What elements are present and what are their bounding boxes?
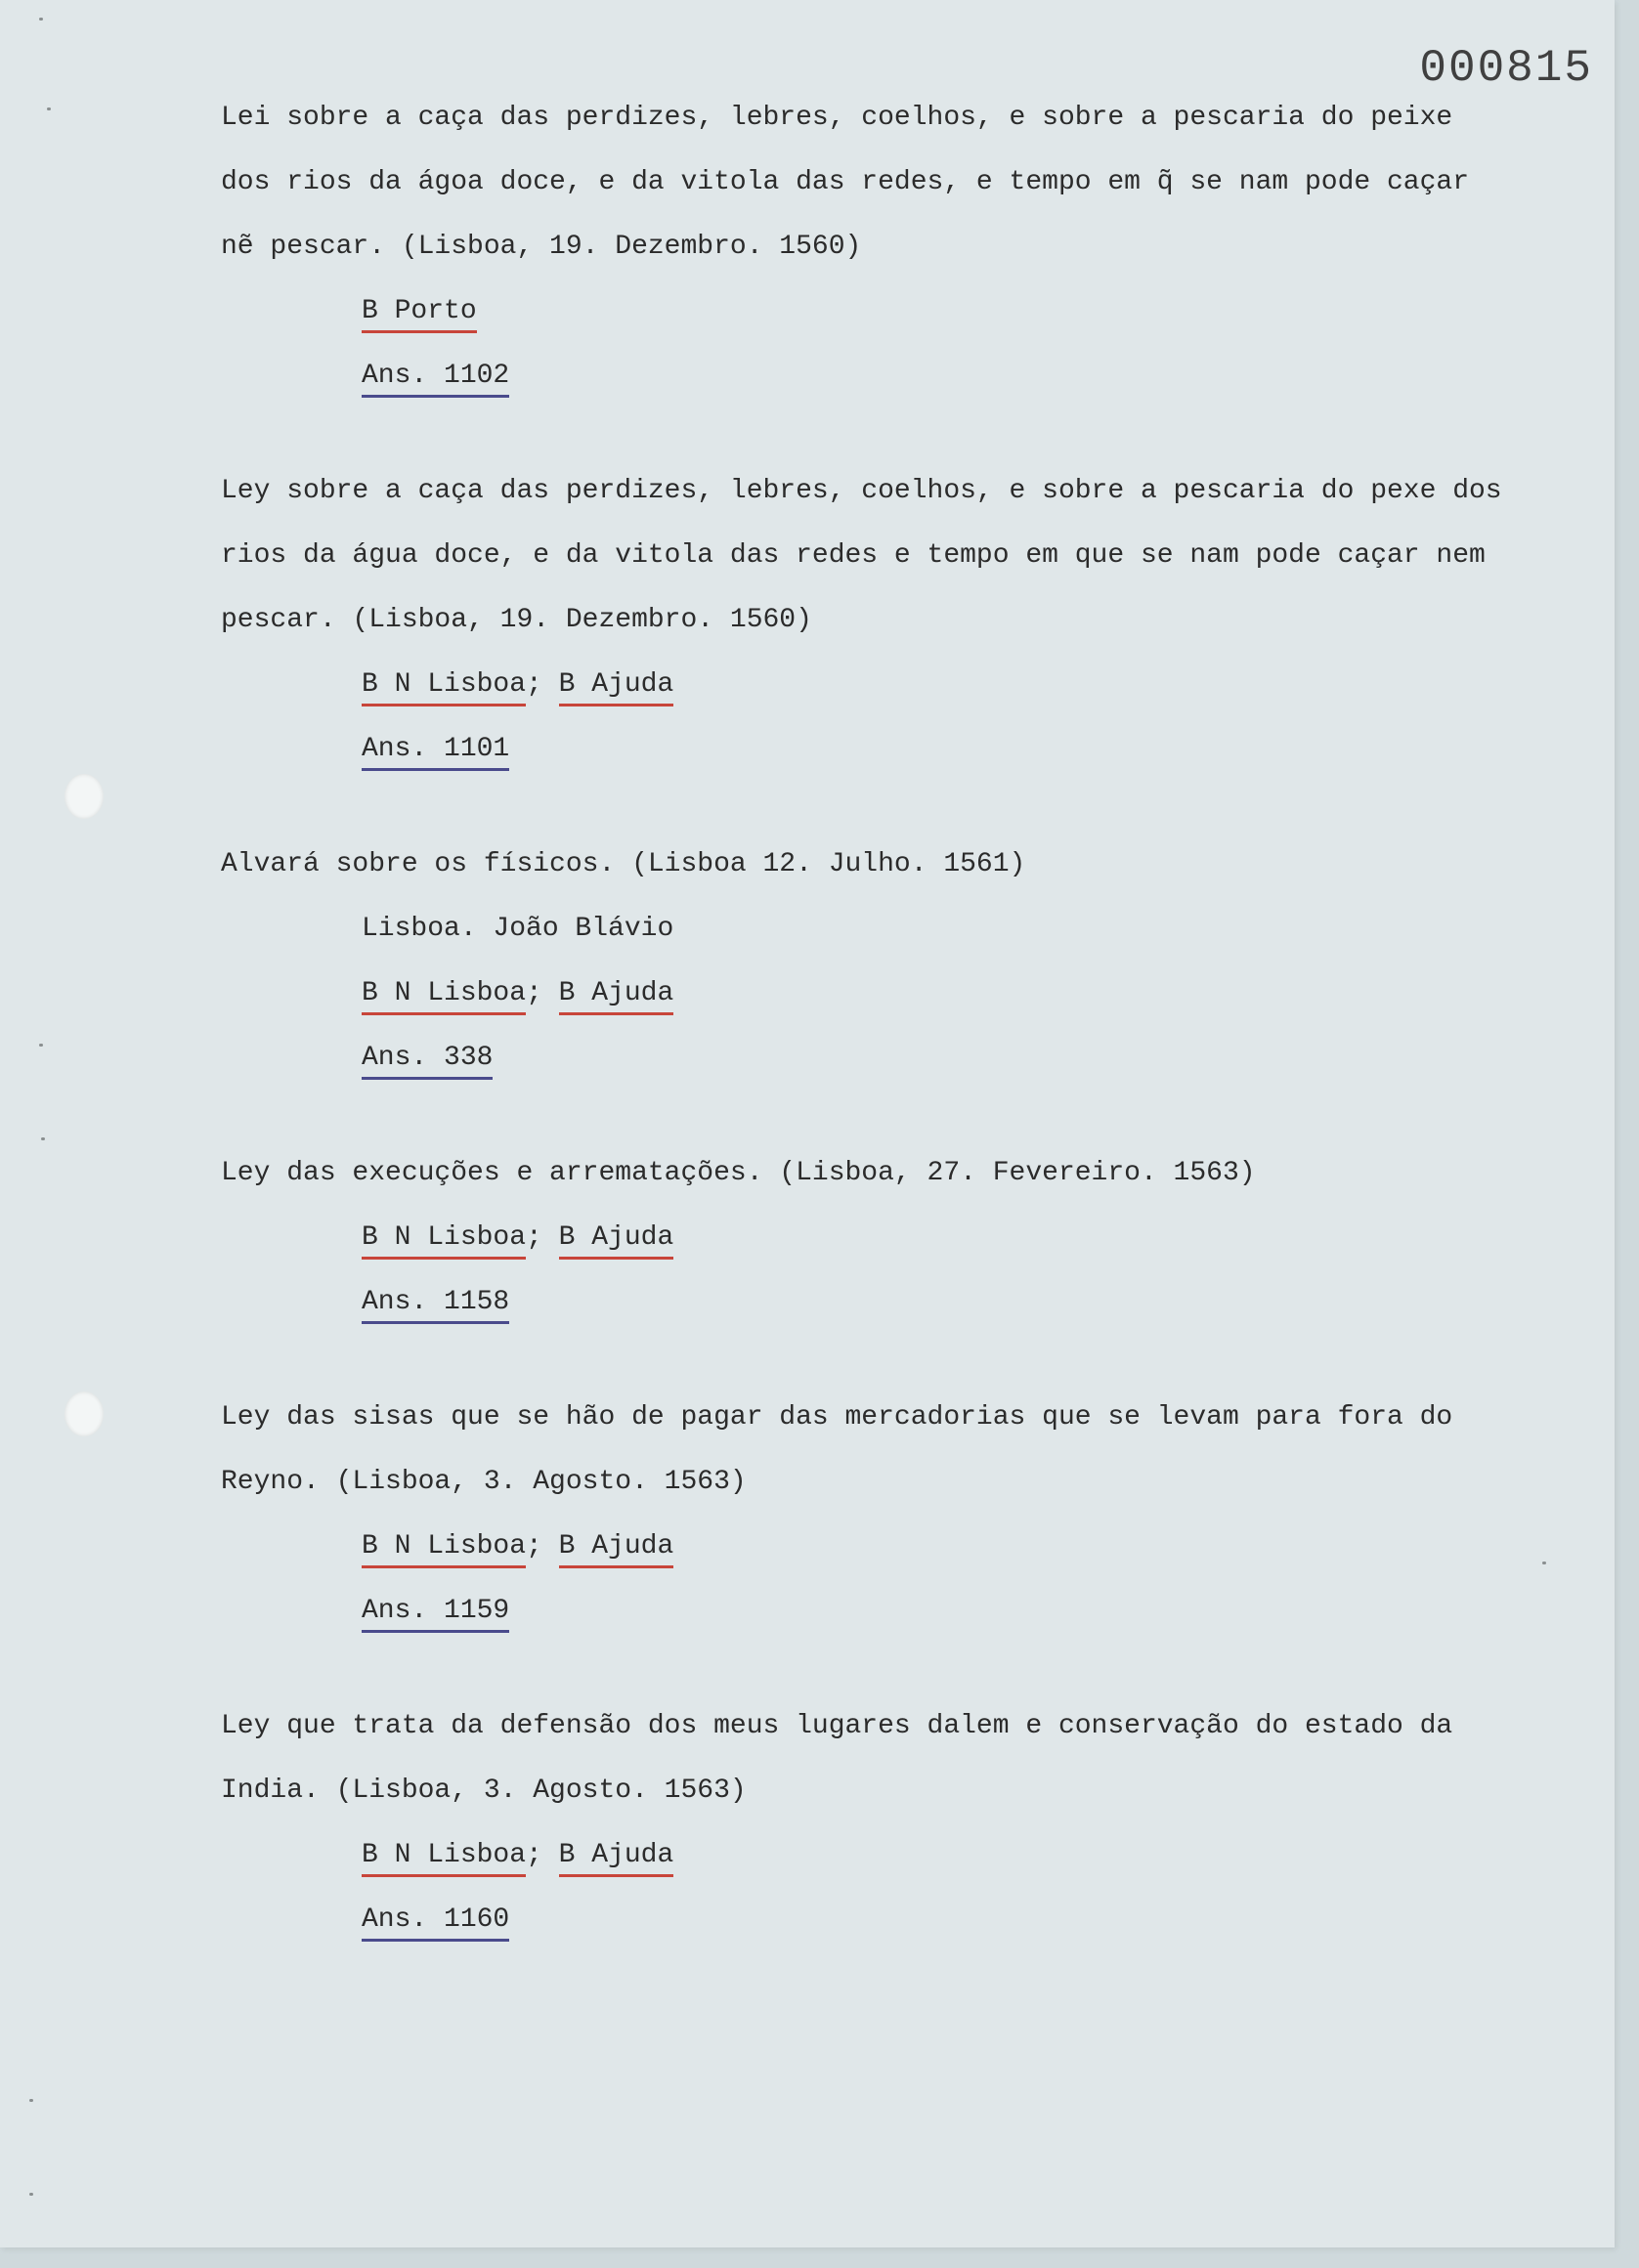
library-name: B Porto <box>362 295 477 333</box>
library-name: B Ajuda <box>559 1530 674 1568</box>
reference-number: Ans. 1158 <box>362 1286 509 1324</box>
library-name: B N Lisboa <box>362 668 526 706</box>
paper-speck <box>47 107 51 110</box>
paper-speck <box>39 18 43 21</box>
reference-number: Ans. 1160 <box>362 1904 509 1942</box>
library-line: B N Lisboa; B Ajuda <box>362 1206 1609 1270</box>
library-line: B N Lisboa; B Ajuda <box>362 1515 1609 1579</box>
punch-hole <box>65 1391 104 1436</box>
reference-number: Ans. 1101 <box>362 733 509 771</box>
reference-number: Ans. 1102 <box>362 360 509 398</box>
entry <box>221 833 1609 1091</box>
library-name: B N Lisboa <box>362 977 526 1015</box>
page-number: 000815 <box>1419 43 1593 94</box>
library-name: B N Lisboa <box>362 1839 526 1877</box>
reference-line <box>362 717 1609 782</box>
reference-number: Ans. 1159 <box>362 1595 509 1633</box>
entry-title <box>221 1141 1609 1206</box>
entry <box>221 86 1609 408</box>
paper-speck <box>29 2193 33 2196</box>
library-name: B Ajuda <box>559 1839 674 1877</box>
title-line: Ley das sisas que se hão de pagar das mercadorias que se levam para fora do <box>221 1402 1453 1433</box>
entry <box>221 1386 1609 1644</box>
library-name: B Ajuda <box>559 1221 674 1260</box>
title-line: Ley das execuções e arrematações. (Lisboa, 27. Fevereiro. 1563) <box>221 1158 1256 1188</box>
reference-line <box>362 344 1609 408</box>
reference-line <box>362 1888 1609 1952</box>
title-line: Reyno. (Lisboa, 3. Agosto. 1563) <box>221 1467 747 1497</box>
title-line: Alvará sobre os físicos. (Lisboa 12. Julho. 1561) <box>221 849 1026 879</box>
library-line: B N Lisboa; B Ajuda <box>362 1823 1609 1888</box>
library-name: B Ajuda <box>559 668 674 706</box>
entry <box>221 459 1609 782</box>
entry-title <box>221 833 1609 897</box>
paper-speck <box>41 1137 45 1140</box>
library-name: B N Lisboa <box>362 1221 526 1260</box>
reference-number: Ans. 338 <box>362 1042 493 1080</box>
entry <box>221 1694 1609 1952</box>
paper-speck <box>39 1044 43 1047</box>
title-line: nẽ pescar. (Lisboa, 19. Dezembro. 1560) <box>221 232 862 262</box>
title-line: Lei sobre a caça das perdizes, lebres, coelhos, e sobre a pescaria do peixe <box>221 103 1453 133</box>
entry <box>221 1141 1609 1335</box>
library-line: B N Lisboa; B Ajuda <box>362 653 1609 717</box>
title-line: Ley sobre a caça das perdizes, lebres, coelhos, e sobre a pescaria do pexe dos <box>221 476 1502 506</box>
title-line: dos rios da ágoa doce, e da vitola das redes, e tempo em q̃ se nam pode caçar <box>221 167 1470 197</box>
library-name: B Ajuda <box>559 977 674 1015</box>
title-line: pescar. (Lisboa, 19. Dezembro. 1560) <box>221 605 812 635</box>
entry-title <box>221 459 1609 653</box>
title-line: India. (Lisboa, 3. Agosto. 1563) <box>221 1776 747 1806</box>
entry-title <box>221 86 1609 279</box>
punch-hole <box>65 774 104 819</box>
title-line: rios da água doce, e da vitola das redes e tempo em que se nam pode caçar nem <box>221 540 1486 571</box>
title-line: Ley que trata da defensão dos meus lugares dalem e conservação do estado da <box>221 1711 1453 1741</box>
reference-line <box>362 1270 1609 1335</box>
entries-list <box>221 86 1609 2003</box>
reference-line <box>362 1026 1609 1091</box>
paper-speck <box>29 2099 33 2102</box>
entry-title <box>221 1386 1609 1515</box>
reference-line <box>362 1579 1609 1644</box>
library-line <box>362 279 1609 344</box>
imprint-line: Lisboa. João Blávio <box>362 914 674 944</box>
library-line: B N Lisboa; B Ajuda <box>362 962 1609 1026</box>
entry-title <box>221 1694 1609 1823</box>
library-name: B N Lisboa <box>362 1530 526 1568</box>
